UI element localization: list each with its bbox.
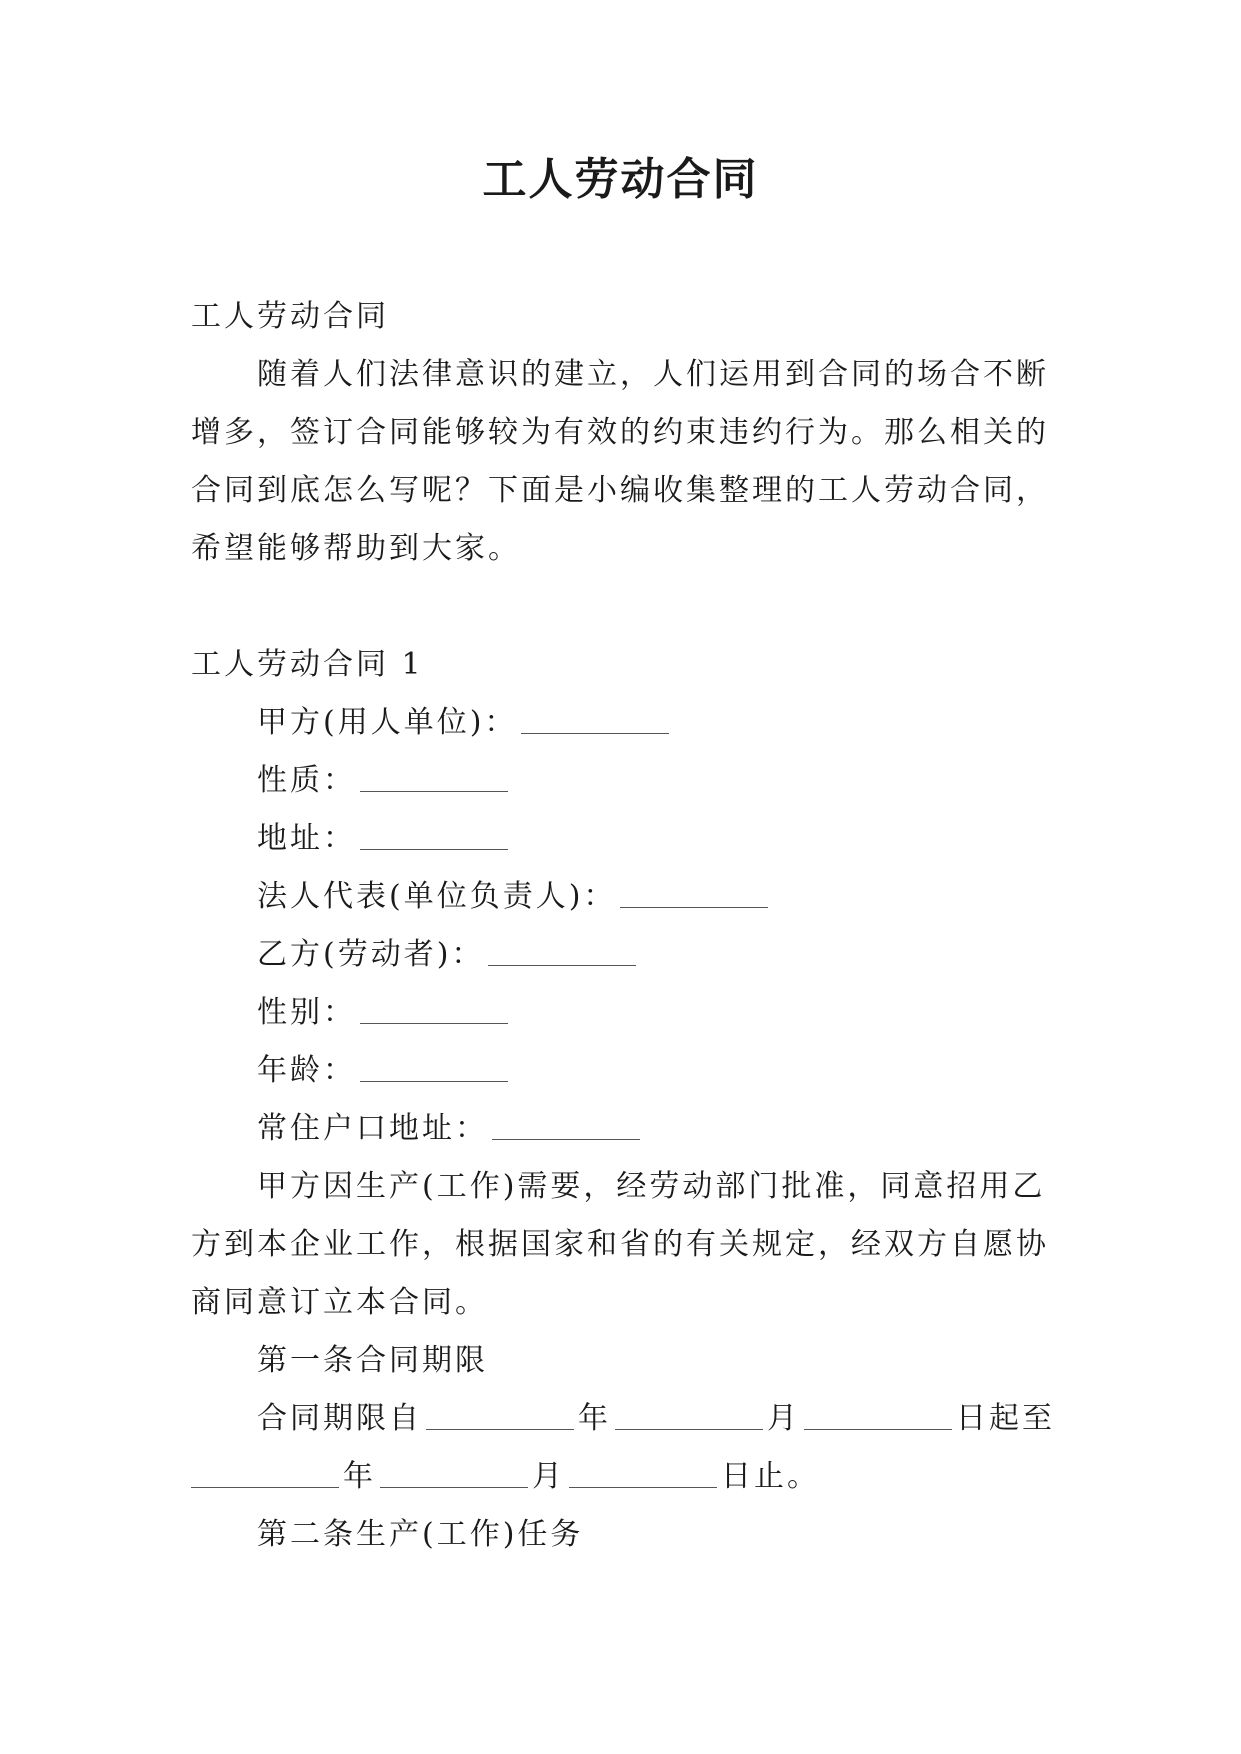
year-label: 年 bbox=[343, 1459, 376, 1494]
field-address bbox=[191, 810, 1057, 868]
intro-line-4: 希望能够帮助到大家。 bbox=[191, 531, 521, 566]
field-gender bbox=[191, 984, 1057, 1042]
field-legal-rep bbox=[191, 868, 1057, 926]
fill-blank bbox=[620, 877, 768, 908]
field-label: 性质： bbox=[257, 763, 356, 798]
fill-blank bbox=[615, 1399, 763, 1430]
fill-blank bbox=[426, 1399, 574, 1430]
article-1-term-line-2 bbox=[191, 1448, 1057, 1506]
field-age bbox=[191, 1042, 1057, 1100]
month-label: 月 bbox=[767, 1401, 800, 1436]
month-label: 月 bbox=[532, 1459, 565, 1494]
preamble-line-1: 甲方因生产(工作)需要，经劳动部门批准，同意招用乙 bbox=[257, 1169, 1046, 1204]
fill-blank bbox=[488, 935, 636, 966]
fill-blank bbox=[191, 1457, 339, 1488]
field-label: 常住户口地址： bbox=[257, 1111, 488, 1146]
fill-blank bbox=[380, 1457, 528, 1488]
subtitle: 工人劳动合同 bbox=[191, 299, 389, 334]
field-party-a bbox=[191, 694, 1057, 752]
section-heading: 工人劳动合同 1 bbox=[191, 647, 424, 682]
field-label: 乙方(劳动者)： bbox=[257, 937, 485, 972]
fill-blank bbox=[804, 1399, 952, 1430]
day-end-label: 日止。 bbox=[721, 1459, 820, 1494]
field-residence bbox=[191, 1100, 1057, 1158]
fill-blank bbox=[360, 819, 508, 850]
intro-line-3: 合同到底怎么写呢？下面是小编收集整理的工人劳动合同， bbox=[191, 473, 1049, 508]
field-label: 年龄： bbox=[257, 1053, 356, 1088]
fill-blank bbox=[360, 993, 508, 1024]
article-1-term-line-1 bbox=[191, 1390, 1057, 1448]
field-label: 性别： bbox=[257, 995, 356, 1030]
field-label: 地址： bbox=[257, 821, 356, 856]
day-start-label: 日起至 bbox=[956, 1401, 1055, 1436]
intro-line-1: 随着人们法律意识的建立，人们运用到合同的场合不断 bbox=[257, 357, 1049, 392]
fill-blank bbox=[360, 1051, 508, 1082]
document-title: 工人劳动合同 bbox=[482, 154, 759, 205]
article-2-heading: 第二条生产(工作)任务 bbox=[257, 1517, 584, 1552]
document-body bbox=[191, 288, 1057, 1564]
preamble-line-2: 方到本企业工作，根据国家和省的有关规定，经双方自愿协 bbox=[191, 1227, 1049, 1262]
preamble-line-3: 商同意订立本合同。 bbox=[191, 1285, 488, 1320]
fill-blank bbox=[521, 703, 669, 734]
field-label: 甲方(用人单位)： bbox=[257, 705, 518, 740]
intro-line-2: 增多，签订合同能够较为有效的约束违约行为。那么相关的 bbox=[191, 415, 1049, 450]
paragraph-gap bbox=[191, 578, 1057, 636]
fill-blank bbox=[492, 1109, 640, 1140]
field-nature bbox=[191, 752, 1057, 810]
article-1-heading: 第一条合同期限 bbox=[257, 1343, 488, 1378]
field-party-b bbox=[191, 926, 1057, 984]
fill-blank bbox=[569, 1457, 717, 1488]
fill-blank bbox=[360, 761, 508, 792]
year-label: 年 bbox=[578, 1401, 611, 1436]
field-label: 法人代表(单位负责人)： bbox=[257, 879, 617, 914]
term-prefix: 合同期限自 bbox=[257, 1401, 422, 1436]
